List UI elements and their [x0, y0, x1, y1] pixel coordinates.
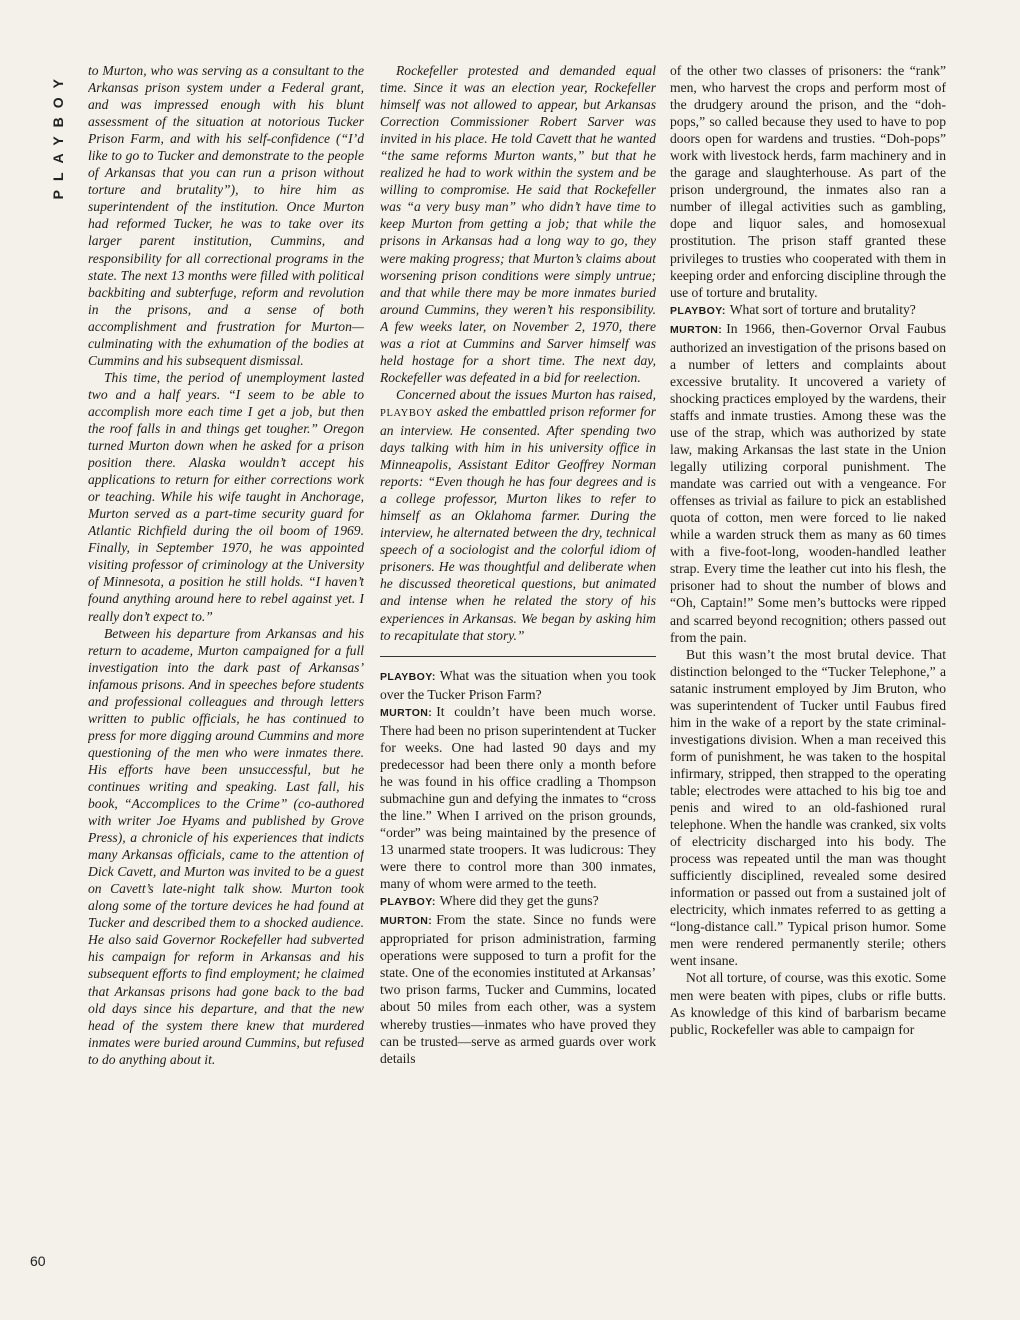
body-paragraph: Not all torture, of course, was this exotic. Some men were beaten with pipes, clubs or rifle butts. As knowledge of this kind of barbarism became public, Rockefeller was able to campaign for: [670, 970, 946, 1037]
qa-text: What was the situation when you took over the Tucker Prison Farm?: [380, 667, 656, 702]
body-paragraph: to Murton, who was serving as a consultant to the Arkansas prison system under a Federal grant, and was impressed enough with his blunt assessment of the situation at notorious Tucker Prison Farm, and with his self-confidence (“I’d like to go to Tucker and demonstrate to the people of Arkansas that you can run a prison without torture and brutality”), to hire him as superintendent of the institution. Once Murton had reformed Tucker, he was to take over its larger parent institution, Cummins, and responsibility for all correctional programs in the state. The next 13 months were filled with political backbiting and subterfuge, reform and revolution in the prisons, and a sense of both accomplishment and frustration for Murton—culminating with the exhumation of the bodies at Cummins and his subsequent dismissal.: [88, 63, 364, 368]
qa-text: of the other two classes of prisoners: the “rank” men, who harvest the crops and perform most of the drudgery around the prison, and the “doh-pops,” so called because they used to have to pop doors open for wardens and trusties. “Doh-pops” work with livestock herds, farm machinery and in the garage and slaughterhouse. As part of the prison underground, the inmates also ran a number of illegal activities such as gambling, dope and liquor sales, and homosexual prostitution. The prison staff granted these privileges to trusties who cooperated with them in keeping order and enforcing discipline through the use of torture and brutality.: [670, 63, 946, 300]
body-paragraph: This time, the period of unemployment lasted two and a half years. “I seem to be able to accomplish more each time I get a job, but then the roof falls in and things get tougher.” Oregon turned Murton down when he asked for a prison position there. Alaska wouldn’t accept his applications to return for either corrections work or teaching. While his wife taught in Anchorage, Murton served as a part-time security guard for Atlantic Richfield during the oil boom of 1969. Finally, in September 1970, he was appointed visiting professor of criminology at the University of Minnesota, a position he still holds. “I haven’t found anything around here to rebel against yet. I really don’t expect to.”: [88, 369, 364, 624]
body-paragraph: [380, 386, 656, 644]
body-paragraph: Rockefeller protested and demanded equal time. Since it was an election year, Rockefeller himself was not allowed to appear, but Arkansas Correction Commissioner Robert Sarver was invited in his place. He told Cavett that he wanted “the same reforms Murton wants,” but that he realized he had to work within the system and be willing to compromise. He said that Rockefeller was “a very busy man” who didn’t have time to keep Murton from getting a job; that while the prisons in Arkansas had a long way to go, they were making progress; that Murton’s claims about worsening prison conditions were simply untrue; and that while there may be more inmates buried around Cummins, they weren’t his responsibility. A few weeks later, on November 2, 1970, there was a riot at Cummins and Sarver himself was held hostage for a short time. The next day, Rockefeller was defeated in a bid for reelection.: [380, 63, 656, 385]
article-column-3: [670, 62, 946, 1302]
speaker-label: MURTON:: [670, 323, 723, 336]
speaker-label: PLAYBOY:: [380, 896, 436, 909]
qa-text: In 1966, then-Governor Orval Faubus authorized an investigation of the prisons based on a number of letters and complaints about excessive brutality. It uncovered a variety of shocking practices employed by the wardens, their staffs and inmate trusties. Among these was the use of the strap, which was authorized by state law, making Arkansas the last state in the Union legally utilizing corporal punishment. The mandate was carried out with a vengeance. For offenses as trivial as failure to pick an established quota of cotton, men were forced to lie naked while a warden struck them as many as 60 times with a five-foot-long, wooden-handled leather strap. Every time the leather cut into his flesh, the prisoner had to shout the number of blows and “Oh, Captain!” Some men’s buttocks were ripped and scarred beyond recognition; others passed out from the pain.: [670, 320, 946, 645]
section-divider: [380, 656, 656, 657]
qa-paragraph: [380, 703, 656, 893]
body-paragraph: But this wasn’t the most brutal device. That distinction belonged to the “Tucker Telephone,” a satanic instrument employed by Jim Bruton, who was superintendent of Tucker until Faubus fired him in the wake of a report by the state criminal-investigations division. When a man received this form of punishment, he was taken to the hospital infirmary, stripped, then strapped to the operating table; electrodes were attached to his big toe and penis and wired to an old-fashioned rural telephone. When the handle was cranked, six volts of electricity discharged into his body. The process was repeated until the man was thought sufficiently disciplined, revealed some desired information or passed out from a sustained jolt of electricity, which inmates referred to as getting a “long-distance call.” Typical prison humor. Some men were rendered permanently sterile; others went insane.: [670, 646, 946, 969]
intro-text: asked the embattled prison reformer for an interview. He consented. After spending two days talking with him in his university office in Minneapolis, Assistant Editor Geoffrey Norman reports: “Even though he has four degrees and is a college professor, Murton likes to refer to himself as an Oklahoma farmer. During the interview, he alternated between the dry, technical speech of a sociologist and the colorful idiom of prisoners. He was thoughtful and deliberate when he discussed theoretical questions, but animated and intense when he related the story of his experiences in Arkansas. We began by asking him to recapitulate that story.”: [380, 403, 656, 643]
qa-paragraph: [380, 911, 656, 1066]
speaker-label: MURTON:: [380, 706, 433, 719]
qa-paragraph: [670, 301, 946, 320]
qa-paragraph: [380, 892, 656, 911]
playboy-masthead: PLAYBOY: [50, 70, 66, 200]
qa-text: What sort of torture and brutality?: [729, 301, 916, 317]
qa-text: Where did they get the guns?: [439, 893, 599, 909]
page-number: 60: [30, 1253, 46, 1269]
playboy-small-caps: PLAYBOY: [380, 407, 433, 419]
speaker-label: PLAYBOY:: [380, 670, 436, 683]
article-column-1: [88, 62, 364, 1302]
body-paragraph: Between his departure from Arkansas and his return to academe, Murton campaigned for a full investigation into the dark past of Arkansas’ infamous prisons. And in speeches before students and professional colleagues and through letters written to public officials, he has continued to press for more digging around Cummins and more questioning of the men who were inmates there. His efforts have been unsuccessful, but he continues writing and speaking. Last fall, his book, “Accomplices to the Crime” (co-authored with writer Joe Hyams and published by Grove Press), a chronicle of his experiences that indicts many Arkansas officials, came to the attention of Dick Cavett, and Murton was invited to be a guest on Cavett’s late-night talk show. Murton took along some of the torture devices he had found at Tucker and described them to a shocked audience. He also said Governor Rockefeller had subverted his campaign for reform in Arkansas and his subsequent efforts to find employment; he claimed that Arkansas prisons had gone back to the bad old days since his departure, and that the new head of the system there knew that murdered inmates were buried around Cummins, but refused to do anything about it.: [88, 625, 364, 1067]
qa-text: It couldn’t have been much worse. There had been no prison superintendent at Tucker for weeks. One had lasted 90 days and my predecessor had been there only a month before he was found in his office cradling a Thompson submachine gun and defying the inmates to “cross the line.” When I arrived on the prison grounds, “order” was being maintained by the presence of 13 unarmed state troopers. It was ludicrous: They were there to control more than 300 inmates, many of whom were armed to the teeth.: [380, 703, 656, 892]
qa-text: From the state. Since no funds were appropriated for prison administration, farming operations were supposed to turn a profit for the state. One of the economies instituted at Arkansas’ two prison farms, Tucker and Cummins, located about 50 miles from each other, was a system whereby trusties—inmates who have proved they can be trusted—serve as armed guards over work details: [380, 912, 656, 1066]
article-column-2: [380, 62, 656, 1302]
qa-paragraph: [380, 667, 656, 703]
speaker-label: MURTON:: [380, 915, 433, 928]
speaker-label: PLAYBOY:: [670, 304, 726, 317]
intro-text: Concerned about the issues Murton has raised,: [396, 386, 656, 402]
qa-paragraph: [670, 320, 946, 646]
qa-paragraph: [670, 62, 946, 301]
